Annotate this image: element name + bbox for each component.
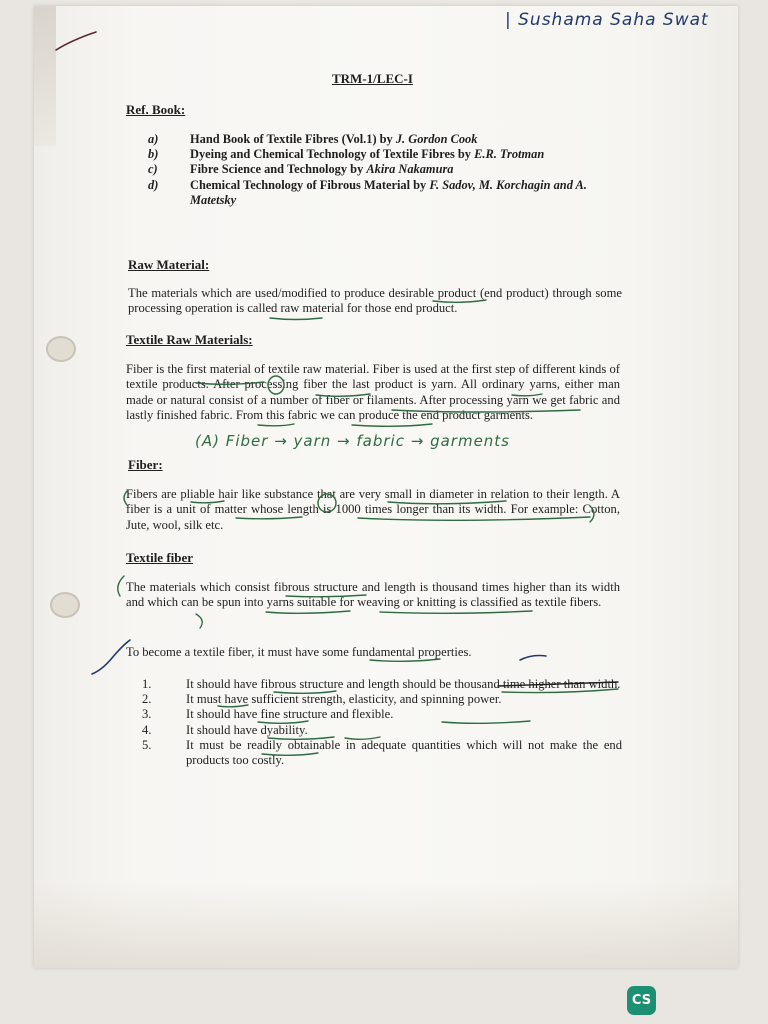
- document-title: TRM-1/LEC-I: [332, 71, 413, 86]
- list-item: d) Chemical Technology of Fibrous Material by F. Sadov, M. Korchagin and A. Matetsky: [148, 177, 587, 207]
- properties-intro: To become a textile fiber, it must have some fundamental properties.: [126, 645, 472, 659]
- textile-fiber-heading: Textile fiber: [126, 550, 194, 565]
- camscanner-logo: CS: [627, 986, 656, 1015]
- list-item: 2. It must have sufficient strength, elasticity, and spinning power.: [142, 692, 502, 707]
- list-item: 1. It should have fibrous structure and length should be thousand time higher than width.: [142, 677, 621, 691]
- raw-material-heading: Raw Material:: [128, 257, 210, 272]
- list-item: 5. It must be readily obtainable in adequate quantities which will not make the end products too costly.: [142, 737, 622, 768]
- textile-fiber-paragraph: The materials which consist fibrous structure and length is thousand times higher than its width and which can be spun into yarns suitable for weaving or knitting is classified as textile fibers.: [126, 580, 620, 610]
- handwritten-flow-note: (A) Fiber → yarn → fabric → garments: [195, 432, 511, 450]
- list-item: b) Dyeing and Chemical Technology of Textile Fibres by E.R. Trotman: [148, 147, 545, 162]
- fiber-paragraph: Fibers are pliable hair like substance that are very small in diameter in relation to their length. A fiber is a unit of matter whose length is 1000 times longer than its width. For example: Cotton, Jute, wool, silk etc.: [126, 487, 620, 532]
- ref-book-heading: Ref. Book:: [126, 102, 186, 117]
- page-stain: [34, 880, 738, 968]
- punch-hole-top: [46, 336, 76, 362]
- punch-hole-bottom: [50, 592, 80, 618]
- reference-list: [148, 132, 622, 208]
- page-edge-shadow: [34, 6, 56, 146]
- properties-list: [142, 677, 622, 768]
- list-item: c) Fibre Science and Technology by Akira Nakamura: [148, 162, 454, 177]
- fiber-heading: Fiber:: [128, 457, 163, 472]
- list-item: a) Hand Book of Textile Fibres (Vol.1) by J. Gordon Cook: [148, 132, 478, 146]
- list-item: 3. It should have fine structure and flexible.: [142, 707, 394, 722]
- handwritten-signature: | Sushama Saha Swat: [505, 10, 709, 30]
- textile-raw-materials-paragraph: Fiber is the first material of textile raw material. Fiber is used at the first step of different kinds of textile products. After processing fiber the last product is yarn. All ordinary yarns, either man made or natural consist of a number of fiber or filaments. After processing yarn we get fabric and lastly finished fabric. From this fabric we can produce the end product garments.: [126, 362, 620, 423]
- raw-material-paragraph: The materials which are used/modified to produce desirable product (end product) through some processing operation is called raw material for those end product.: [128, 286, 622, 316]
- list-item: 4. It should have dyability.: [142, 722, 308, 737]
- textile-raw-materials-heading: Textile Raw Materials:: [126, 332, 253, 347]
